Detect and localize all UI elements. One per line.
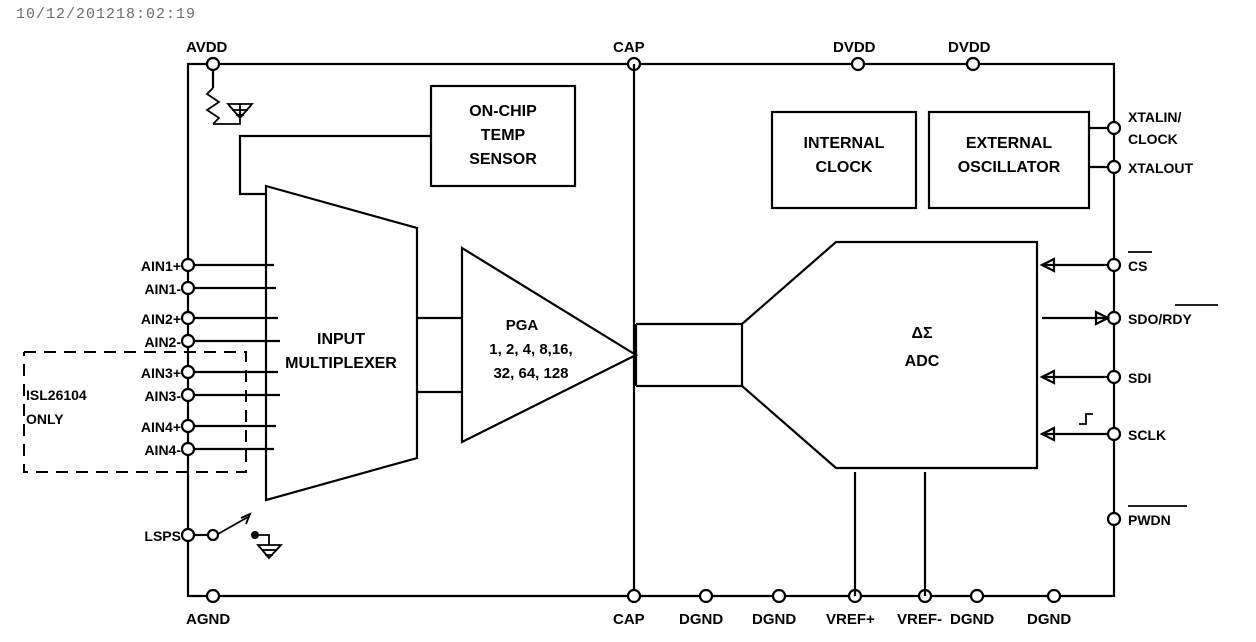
left-pin-ain3n [144,388,280,404]
pin-label-lsps: LSPS [144,528,181,544]
block-adc [742,242,1037,468]
pin-label-dvdd-1: DVDD [833,39,876,56]
isl26104-only-line-1: ISL26104 [26,387,87,403]
pin-label-agnd: AGND [186,611,231,628]
temp-sensor-line-2: TEMP [480,127,526,144]
pin-label-vrefp: VREF+ [826,611,875,628]
block-internal-clock [772,112,916,208]
pin-label-ain4p: AIN4+ [140,419,181,435]
left-pin-ain2p [141,311,278,327]
timestamp-overlay: 10/12/201218:02:19 [16,6,197,23]
pin-label-avdd: AVDD [186,39,228,56]
external-oscillator-line-1: EXTERNAL [965,135,1053,152]
block-input-multiplexer [266,186,417,500]
left-pin-ain4p [141,419,276,435]
block-temp-sensor [240,86,575,194]
pin-label-cap-top: CAP [613,39,645,56]
pga-adc-bus [636,324,742,386]
pin-label-pwdn: PWDN [1128,512,1171,528]
right-pin-sdi [1042,370,1151,386]
top-pin-avdd [186,39,228,70]
external-oscillator-line-2: OSCILLATOR [957,159,1061,176]
adc-line-2: ADC [904,353,940,370]
right-pin-sclk [1042,414,1166,443]
top-pin-cap [613,39,645,596]
isl26104-only-annotation [24,352,246,472]
left-pin-ain1p [141,258,274,274]
right-pin-xtalin [1108,109,1182,147]
top-pin-dvdd-2 [948,39,991,70]
right-pin-cs [1042,252,1152,274]
left-pin-lsps [144,514,281,558]
pga-line-3: 32, 64, 128 [493,365,569,382]
pin-label-dvdd-2: DVDD [948,39,991,56]
left-pin-ain1n [144,281,276,297]
bottom-pin-vrefp [826,472,875,628]
adc-line-1: ΔΣ [911,325,933,342]
top-pin-dvdd-1 [833,39,876,70]
pin-label-xtalin-sub: CLOCK [1128,131,1178,147]
pin-label-ain3p: AIN3+ [140,365,181,381]
left-pin-ain4n [144,442,274,458]
internal-clock-line-2: CLOCK [815,159,873,176]
block-external-oscillator [929,112,1114,208]
pin-label-ain1p: AIN1+ [140,258,181,274]
pin-label-cap-bottom: CAP [613,611,645,628]
avdd-bias-network [207,70,252,124]
pin-label-dgnd-2: DGND [752,611,797,628]
left-pin-ain3p [141,365,278,381]
pin-label-sclk: SCLK [1128,427,1167,443]
temp-sensor-line-3: SENSOR [469,151,537,168]
right-pin-sdo-rdy [1042,305,1218,327]
pin-label-xtalout: XTALOUT [1128,160,1194,176]
pin-label-xtalin: XTALIN/ [1128,109,1182,125]
pin-label-ain1n: AIN1- [144,281,181,297]
isl26104-only-line-2: ONLY [26,411,64,427]
pin-label-ain3n: AIN3- [144,388,181,404]
pin-label-sdi: SDI [1128,370,1152,386]
left-pin-ain2n [144,334,280,350]
pga-line-1: PGA [505,317,539,334]
bottom-pin-vrefn [897,472,942,628]
pin-label-cs: CS [1128,258,1148,274]
right-pin-xtalout [1108,160,1194,176]
pin-label-sdo-rdy: SDO/RDY [1128,311,1192,327]
right-pin-pwdn [1108,506,1187,528]
input-mux-line-2: MULTIPLEXER [285,355,397,372]
internal-clock-line-1: INTERNAL [803,135,885,152]
pin-label-ain2p: AIN2+ [140,311,181,327]
temp-sensor-line-1: ON-CHIP [469,103,537,120]
pin-label-dgnd-3: DGND [950,611,995,628]
pga-line-2: 1, 2, 4, 8,16, [489,341,573,358]
block-pga [417,248,636,442]
input-mux-line-1: INPUT [317,331,365,348]
pin-label-vrefn: VREF- [897,611,942,628]
pin-label-ain4n: AIN4- [144,442,181,458]
pin-label-dgnd-4: DGND [1027,611,1072,628]
pin-label-dgnd-1: DGND [679,611,724,628]
pin-label-ain2n: AIN2- [144,334,181,350]
